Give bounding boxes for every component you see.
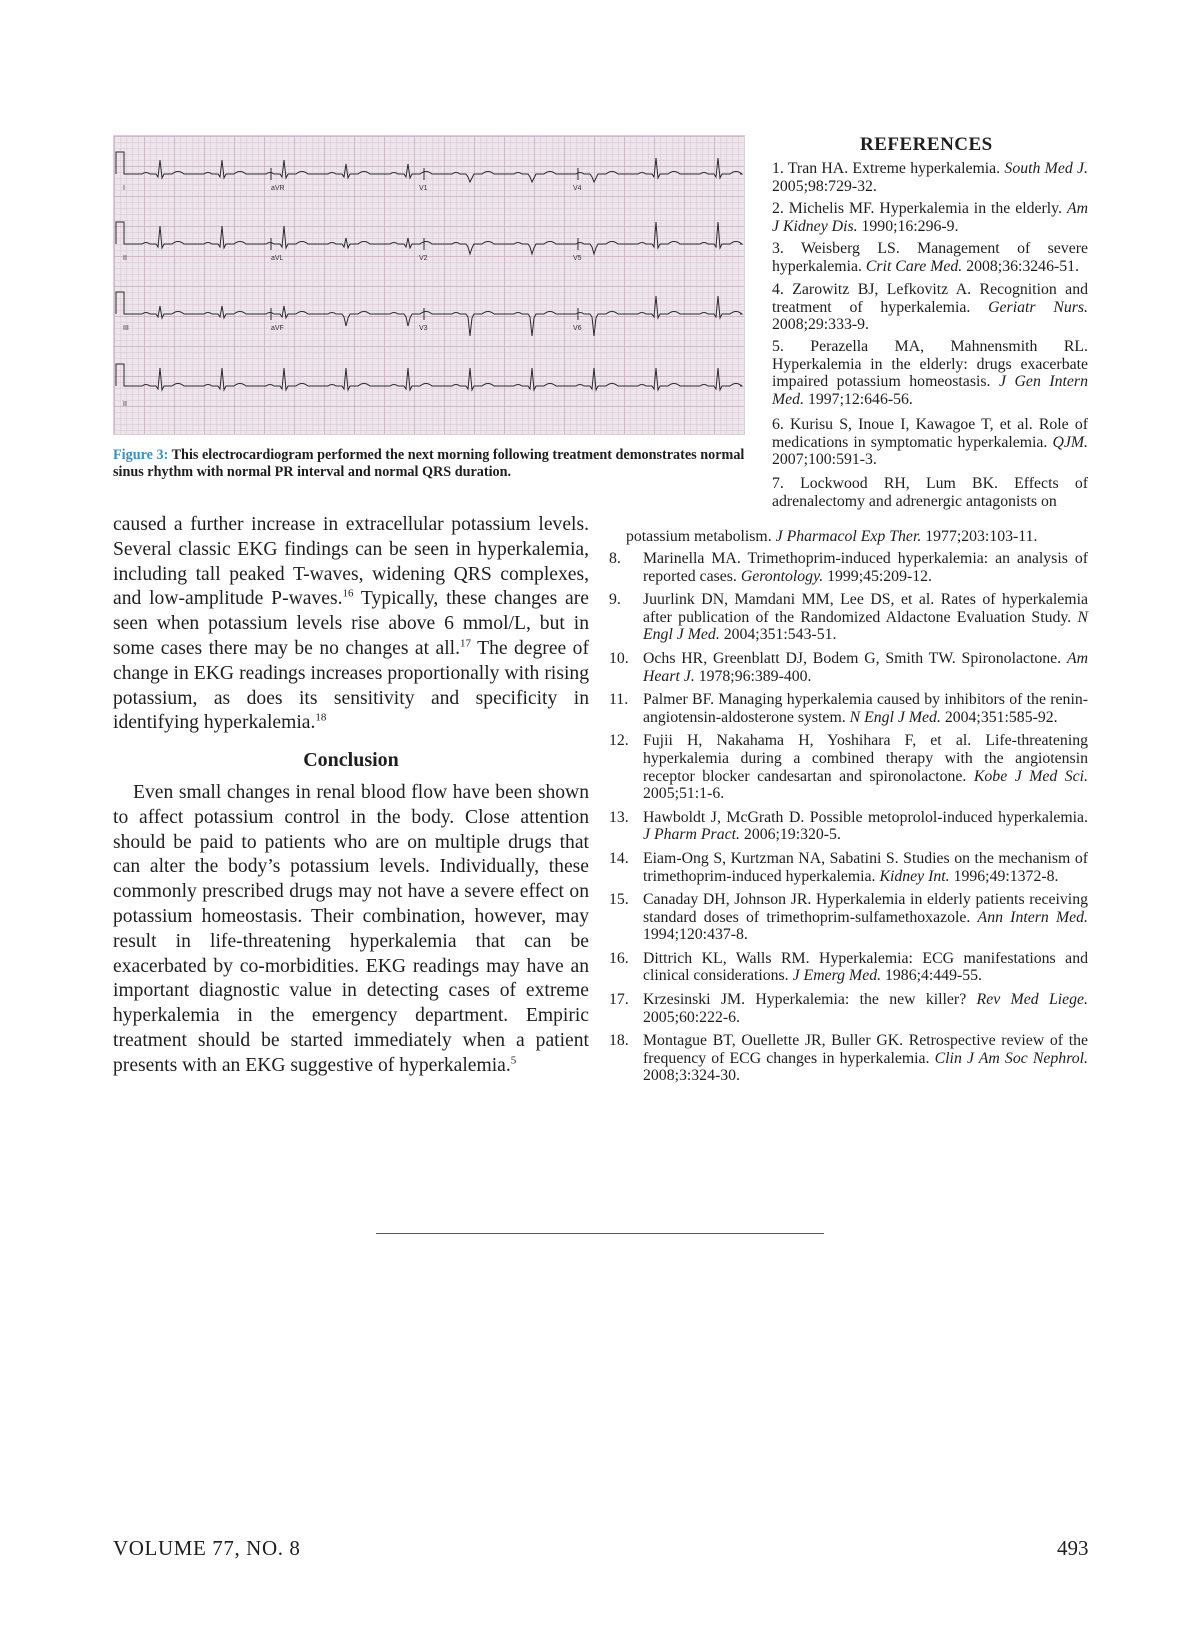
citation-sup: 17 [460,637,471,650]
figure-caption-label: Figure 3: [113,447,169,463]
reference-7-continued: potassium metabolism. J Pharmacol Exp Ther. 1977;203:103-11. [626,528,1038,545]
lead-label-iii: III [123,325,129,332]
reference-item: 16. Dittrich KL, Walls RM. Hyperkalemia: ECG manifestations and clinical considerations. J Emerg Med. 1986;4:449-55. [609,949,1088,985]
lead-label-v4: V4 [573,185,582,192]
para1-part-c: The degree of change in EKG readings increases proportionally with rising potassium, as does its sensitivity and specificity in identifying hyperkalemia. [113,637,589,734]
reference-6: 6. Kurisu S, Inoue I, Kawagoe T, et al. Role of medications in symptomatic hyperkalemia. QJM. 2007;100:591-3. [772,416,1088,469]
conclusion-heading: Conclusion [303,749,399,772]
lead-label-v6: V6 [573,325,582,332]
footer-divider [376,1233,824,1234]
reference-4: 4. Zarowitz BJ, Lefkovitz A. Recognition and treatment of hyperkalemia. Geriatr Nurs. 2008;29:333-9. [772,281,1088,334]
ecg-trace [116,364,742,390]
reference-item: 11. Palmer BF. Managing hyperkalemia caused by inhibitors of the renin-angiotensin-aldosterone system. N Engl J Med. 2004;351:585-92. [609,691,1088,726]
lead-label-v3: V3 [419,325,428,332]
reference-number: 11. [609,691,629,709]
lead-label-v5: V5 [573,255,582,262]
lead-label-i: I [123,185,125,192]
ecg-trace [116,152,742,182]
reference-list [609,550,1088,1091]
citation-sup: 18 [315,711,327,724]
figure-caption-text: This electrocardiogram performed the next morning following treatment demonstrates normal sinus rhythm with normal PR interval and normal QRS duration. [113,447,745,480]
ecg-trace [116,292,742,336]
reference-number: 13. [609,808,629,826]
para1-part-b: Typically, these changes are seen when potassium levels rise above 6 mmol/L, but in some cases there may be no changes at all. [113,588,589,659]
body-paragraph-1 [113,513,589,736]
reference-number: 14. [609,849,629,867]
lead-label-rhythm-ii: II [123,401,127,408]
reference-number: 9. [609,591,621,609]
reference-item: 8. Marinella MA. Trimethoprim-induced hyperkalemia: an analysis of reported cases. Gerontology. 1999;45:209-12. [609,550,1088,585]
reference-item: 15. Canaday DH, Johnson JR. Hyperkalemia in elderly patients receiving standard doses of trimethoprim-sulfamethoxazole. Ann Intern Med. 1994;120:437-8. [609,891,1089,944]
lead-label-avf: aVF [271,325,284,332]
reference-1: 1. Tran HA. Extreme hyperkalemia. South Med J. 2005;98:729-32. [772,160,1088,195]
reference-2: 2. Michelis MF. Hyperkalemia in the elderly. Am J Kidney Dis. 1990;16:296-9. [772,200,1088,235]
reference-item: 13. Hawboldt J, McGrath D. Possible metoprolol-induced hyperkalemia. J Pharm Pract. 2006;19:320-5. [609,808,1088,844]
reference-item: 18. Montague BT, Ouellette JR, Buller GK. Retrospective review of the frequency of ECG changes in hyperkalemia. Clin J Am Soc Nephrol. 2008;3:324-30. [609,1032,1088,1085]
reference-number: 18. [609,1032,629,1050]
reference-number: 16. [609,949,629,967]
reference-item: 12. Fujii H, Nakahama H, Yoshihara F, et al. Life-threatening hyperkalemia during a combined therapy with the angiotensin receptor blocker candesartan and spironolactone. Kobe J Med Sci. 2005;51:1-6. [609,732,1088,803]
footer-volume: VOLUME 77, NO. 8 [113,1536,301,1560]
reference-number: 17. [609,991,629,1009]
lead-label-ii: II [123,255,127,262]
reference-number: 15. [609,891,629,909]
lead-label-v1: V1 [419,185,428,192]
ecg-trace [116,222,742,254]
figure-caption [113,447,753,481]
lead-label-avr: aVR [271,185,285,192]
body-left-column [113,513,589,1079]
reference-item: 14. Eiam-Ong S, Kurtzman NA, Sabatini S. Studies on the mechanism of trimethoprim-induced hyperkalemia. Kidney Int. 1996;49:1372-8. [609,849,1088,885]
citation-sup: 5 [510,1054,517,1067]
lead-label-avl: aVL [271,255,284,262]
body-paragraph-2 [113,781,589,1079]
lead-label-v2: V2 [419,255,428,262]
reference-5: 5. Perazella MA, Mahnensmith RL. Hyperkalemia in the elderly: drugs exacerbate impaired potassium homeostasis. J Gen Intern Med. 1997;12:646-56. [772,338,1088,408]
para2-text: Even small changes in renal blood flow have been shown to affect potassium control in the body. Close attention should be paid to patients who are on multiple drugs that can alter the body’s potassium levels. Individually, these commonly prescribed drugs may not have a severe effect on potassium homeostasis. Their combination, however, may result in life-threatening hyperkalemia that can be exacerbated by co-morbidities. EKG readings may have an important diagnostic value in detecting cases of extreme hyperkalemia in the emergency department. Empiric treatment should be started immediately when a patient presents with an EKG suggestive of hyperkalemia. [113,781,589,1076]
ecg-traces [114,136,744,434]
reference-item: 9. Juurlink DN, Mamdani MM, Lee DS, et al. Rates of hyperkalemia after publication of the Randomized Aldactone Evaluation Study. N Engl J Med. 2004;351:543-51. [609,591,1088,644]
reference-item: 17. Krzesinski JM. Hyperkalemia: the new killer? Rev Med Liege. 2005;60:222-6. [609,991,1089,1026]
reference-3: 3. Weisberg LS. Management of severe hyperkalemia. Crit Care Med. 2008;36:3246-51. [772,240,1088,275]
reference-number: 12. [609,732,629,750]
citation-sup: 16 [342,587,354,600]
reference-number: 8. [609,550,621,567]
reference-number: 10. [609,649,629,667]
references-heading: REFERENCES [860,134,993,155]
reference-7: 7. Lockwood RH, Lum BK. Effects of adrenalectomy and adrenergic antagonists on [772,475,1088,510]
ecg-figure [113,135,745,435]
page-number: 493 [1057,1536,1089,1560]
para1-part-a: caused a further increase in extracellular potassium levels. Several classic EKG findings can be seen in hyperkalemia, including tall peaked T-waves, widening QRS complexes, and low-amplitude P-waves. [113,514,589,610]
reference-item: 10. Ochs HR, Greenblatt DJ, Bodem G, Smith TW. Spironolactone. Am Heart J. 1978;96:389-400. [609,649,1088,685]
